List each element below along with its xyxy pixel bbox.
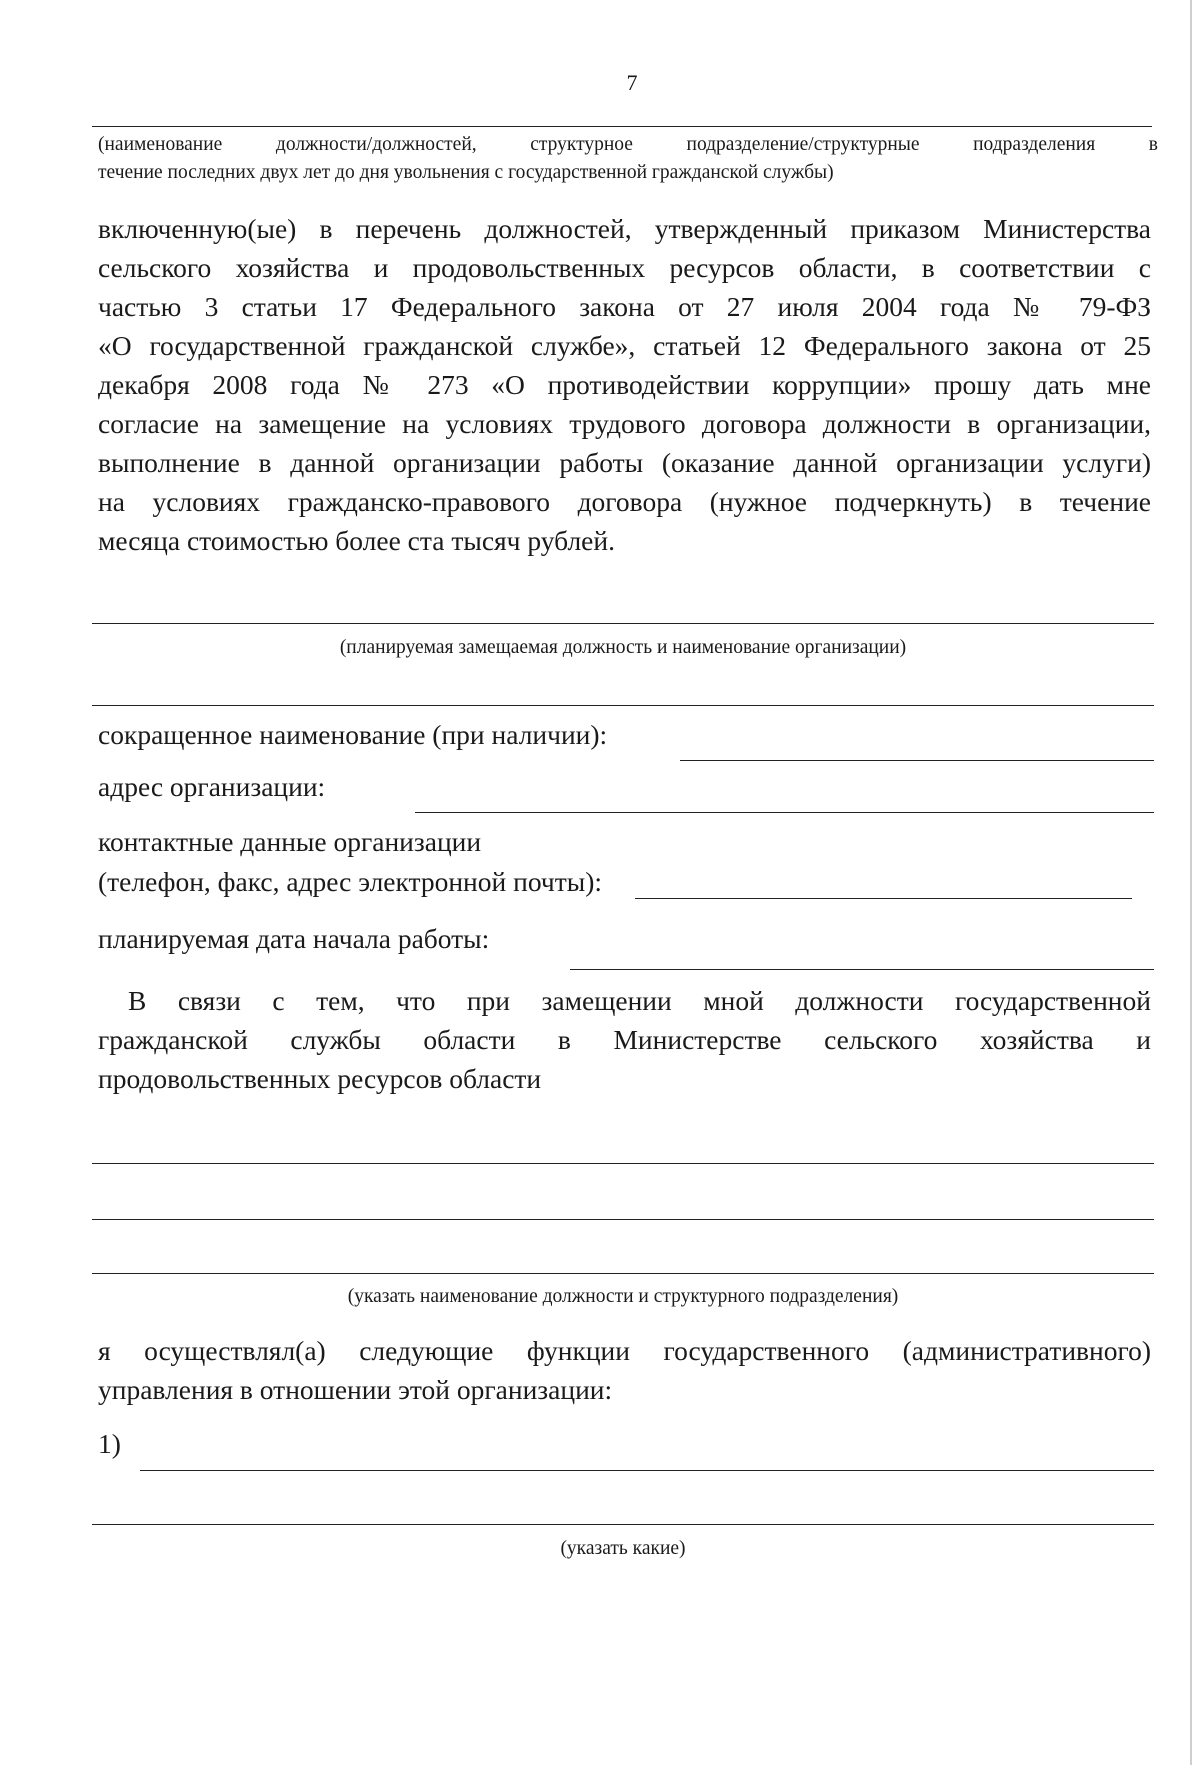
department-line-3[interactable] [92,1273,1154,1274]
page-number: 7 [626,70,638,95]
department-line-2[interactable] [92,1219,1154,1220]
contacts-label-line2: (телефон, факс, адрес электронной почты): [98,866,602,897]
page-edge-shadow [1190,0,1192,1765]
connection-paragraph-line: гражданской службы области в Министерстве сельского хозяйства и [98,1024,1151,1055]
short-name-label: сокращенное наименование (при наличии): [98,719,608,750]
short-name-field[interactable] [680,760,1154,761]
previous-position-line[interactable] [92,126,1152,127]
contacts-label-line1: контактные данные организации [98,826,482,857]
connection-paragraph-line: В связи с тем, что при замещении мной должности государственной [128,985,1151,1016]
function-1-field[interactable] [140,1470,1154,1471]
main-paragraph-line: декабря 2008 года № 273 «О противодействии коррупции» прошу дать мне [98,369,1151,400]
main-paragraph-line: выполнение в данной организации работы (оказание данной организации услуги) [98,447,1151,478]
main-paragraph-line: сельского хозяйства и продовольственных ресурсов области, в соответствии с [98,252,1151,283]
address-field[interactable] [415,812,1154,813]
start-date-label: планируемая дата начала работы: [98,923,490,954]
address-label: адрес организации: [98,771,326,802]
start-date-field[interactable] [570,969,1154,970]
list-item-number: 1) [98,1428,121,1459]
main-paragraph-line: частью 3 статьи 17 Федерального закона от 27 июля 2004 года № 79-ФЗ [98,291,1151,322]
connection-paragraph [98,981,1151,1098]
planned-position-line-2[interactable] [92,705,1154,706]
department-caption: (указать наименование должности и структурного подразделения) [347,1286,899,1307]
main-paragraph-line: месяца стоимостью более ста тысяч рублей. [98,525,615,556]
previous-position-caption [98,131,1158,187]
functions-paragraph-line: управления в отношении этой организации: [98,1374,613,1405]
main-paragraph [98,209,1151,560]
functions-paragraph [98,1331,1151,1409]
functions-paragraph-line: я осуществлял(а) следующие функции государственного (административного) [98,1335,1151,1366]
specify-which-caption: (указать какие) [560,1538,686,1559]
main-paragraph-line: согласие на замещение на условиях трудового договора должности в организации, [98,408,1151,439]
contacts-field[interactable] [635,898,1132,899]
previous-position-caption-line2: течение последних двух лет до дня увольнения с государственной гражданской службы) [98,162,834,183]
planned-position-caption: (планируемая замещаемая должность и наименование организации) [339,637,907,658]
planned-position-line[interactable] [92,623,1154,624]
previous-position-caption-line1: (наименование должности/должностей, структурное подразделение/структурные подразделения в [98,134,1158,155]
department-line-1[interactable] [92,1163,1154,1164]
connection-paragraph-line: продовольственных ресурсов области [98,1063,542,1094]
main-paragraph-line: на условиях гражданско-правового договора (нужное подчеркнуть) в течение [98,486,1151,517]
main-paragraph-line: «О государственной гражданской службе», статьей 12 Федерального закона от 25 [98,330,1151,361]
main-paragraph-line: включенную(ые) в перечень должностей, утвержденный приказом Министерства [98,213,1151,244]
function-1-field-2[interactable] [92,1524,1154,1525]
